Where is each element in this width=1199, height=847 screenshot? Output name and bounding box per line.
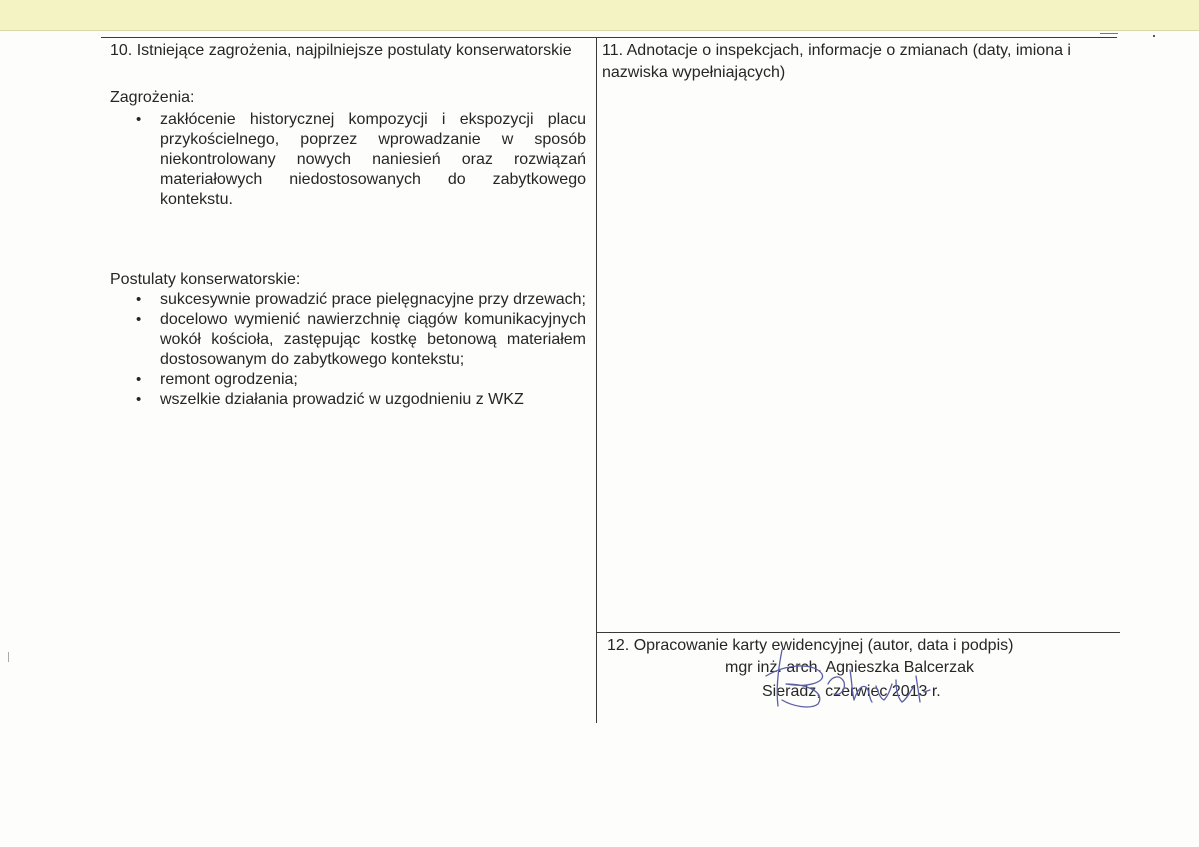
section-10 — [110, 40, 586, 410]
scan-speck — [8, 652, 9, 662]
section12-top-border — [596, 632, 1120, 633]
corner-mark — [1100, 33, 1118, 34]
scan-top-band — [0, 0, 1199, 31]
postulates-heading: Postulaty konserwatorskie: — [110, 271, 301, 288]
list-item: • sukcesywnie prowadzić prace pielęgnacyjne przy drzewach; — [110, 290, 586, 310]
section-11 — [602, 40, 1117, 84]
threats-list — [110, 110, 586, 210]
threats-heading: Zagrożenia: — [110, 89, 195, 106]
table-top-border — [101, 37, 1117, 38]
scan-speck — [1153, 35, 1155, 37]
list-item: • docelowo wymienić nawierzchnię ciągów komunikacyjnych wokół kościoła, zastępując kostkę betonową materiałem dostosowanym do zabytkowego kontekstu; — [110, 310, 586, 370]
list-item: • wszelkie działania prowadzić w uzgodnieniu z WKZ — [110, 390, 586, 410]
place-date: Sieradz, czerwiec 2013 r. — [762, 683, 941, 700]
section-11-title: 11. Adnotacje o inspekcjach, informacje o zmianach (daty, imiona i nazwiska wypełniających) — [602, 42, 1071, 81]
section-10-title: 10. Istniejące zagrożenia, najpilniejsze postulaty konserwatorskie — [110, 42, 572, 59]
author-name: mgr inż. arch. Agnieszka Balcerzak — [725, 659, 974, 676]
section-12-title: 12. Opracowanie karty ewidencyjnej (autor, data i podpis) — [607, 637, 1014, 654]
column-divider — [596, 37, 597, 723]
list-item: • remont ogrodzenia; — [110, 370, 586, 390]
postulates-list — [110, 290, 586, 410]
list-item: • zakłócenie historycznej kompozycji i ekspozycji placu przykościelnego, poprzez wprowadzanie w sposób niekontrolowany nowych naniesień oraz rozwiązań materiałowych niedostosowanych do zabytkowego kontekstu. — [110, 110, 586, 210]
handwritten-signature — [756, 640, 936, 712]
